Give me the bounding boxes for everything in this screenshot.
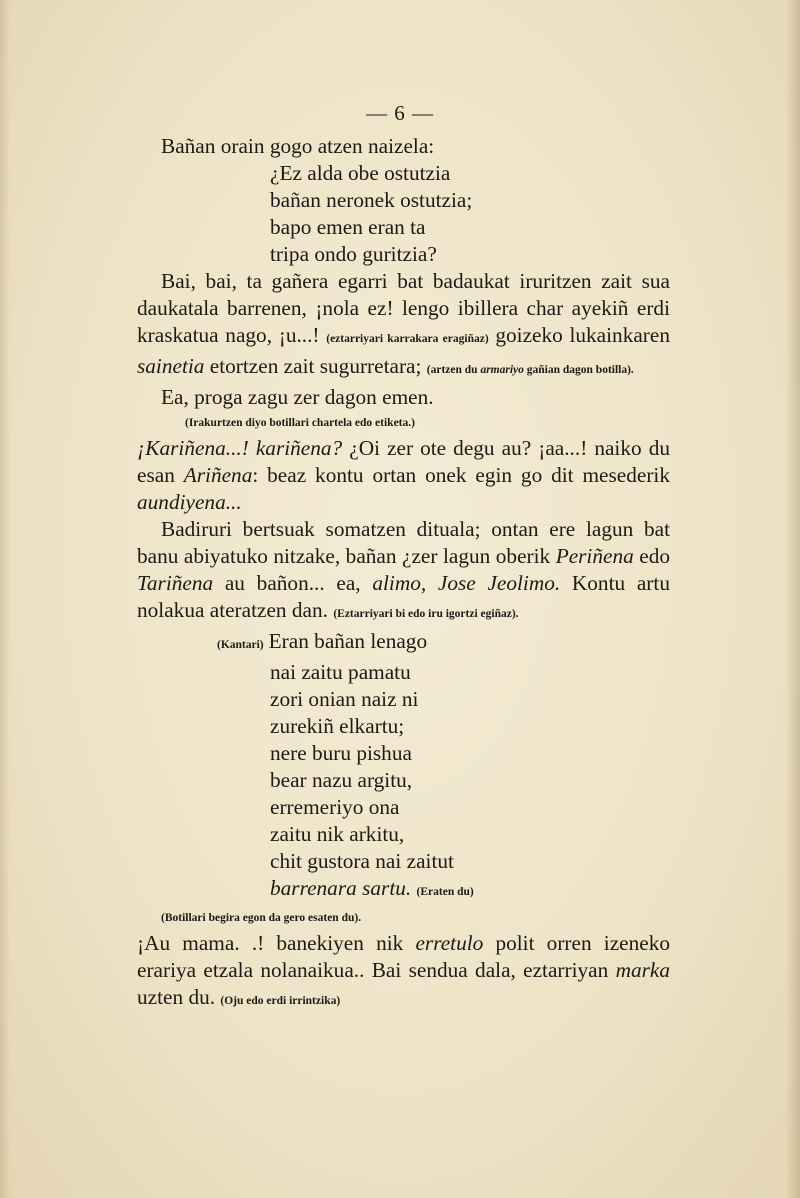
verse-line: tripa ondo guritzia?: [270, 242, 437, 266]
italic-term: marka: [615, 958, 670, 982]
italic-term: Tariñena: [137, 571, 214, 595]
paragraph-text: Bai, bai, ta gañera egarri bat badaukat iruritzen zait sua daukatala barrenen, ¡nola ez! lengo ibillera char ayekiñ erdi kraskatua nago, ¡u...!: [137, 269, 670, 347]
verse-line: bapo emen eran ta: [270, 215, 426, 239]
stage-direction: (eztarriyari karrakara eragiñaz): [326, 333, 489, 345]
stage-direction: (Eztarriyari bi edo iru igortzi egiñaz).: [333, 608, 519, 620]
paragraph-text: uzten du.: [137, 985, 221, 1009]
stage-direction: (Oju edo erdi irrintzika): [220, 995, 341, 1007]
speaker-note: (Kantari): [217, 639, 264, 651]
song-line: erremeriyo ona: [270, 795, 400, 819]
stage-direction: (Botillari begira egon da gero esaten du).: [161, 912, 362, 924]
song-line: bear nazu argitu,: [270, 768, 413, 792]
song-line: [270, 875, 670, 906]
paragraph: [137, 930, 670, 1015]
italic-term: alimo, Jose Jeolimo.: [372, 571, 561, 595]
song-line: zori onian naiz ni: [270, 687, 419, 711]
paragraph: Ea, proga zagu zer dagon emen.: [161, 385, 434, 409]
stage-direction: (Irakurtzen diyo botillari chartela edo etiketa.): [185, 417, 415, 429]
paragraph: [137, 268, 670, 384]
paragraph-text: Kontu artu nolakua ateratzen dan.: [137, 571, 670, 622]
italic-term: Periñena: [555, 544, 634, 568]
song-line: zaitu nik arkitu,: [270, 822, 405, 846]
page-text: [137, 133, 670, 1015]
paragraph: [137, 435, 670, 516]
italic-term: erretulo: [415, 931, 484, 955]
italic-term: aundiyena...: [137, 490, 242, 514]
page-edge-shadow-right: [786, 0, 800, 1198]
page-number: — 6 —: [366, 101, 434, 125]
paragraph-text: etortzen zait sugurretara;: [204, 354, 427, 378]
paragraph-text: Badiruri bertsuak somatzen dituala; ontan ere lagun bat banu abiyatuko nitzake, bañan ¿zer lagun oberik: [137, 517, 670, 568]
paragraph-text: au bañon... ea,: [213, 571, 373, 595]
paragraph: [137, 516, 670, 628]
song-line: nere buru pishua: [270, 741, 412, 765]
song-line: chit gustora nai zaitut: [270, 849, 454, 873]
paragraph-text: ¿Oi zer ote degu au? ¡aa...! naiko du esan: [137, 436, 670, 487]
song-text: barrenara sartu.: [270, 876, 412, 900]
italic-term: sainetia: [137, 354, 205, 378]
stage-direction: (artzen du armariyo gañian dagon botilla).: [426, 364, 634, 376]
verse-line: ¿Ez alda obe ostutzia: [270, 161, 451, 185]
song-text: Eran bañan lenago: [268, 629, 428, 653]
opening-line: Bañan orain gogo atzen naizela:: [161, 134, 435, 158]
paragraph-text: polit orren izeneko erariya etzala nolanaikua.. Bai sendua dala, eztarriyan: [137, 931, 670, 982]
stage-direction: (Eraten du): [416, 886, 474, 898]
song-line: nai zaitu pamatu: [270, 660, 411, 684]
paragraph-text: edo: [633, 544, 671, 568]
italic-term: ¡Kariñena...! kariñena?: [137, 436, 343, 460]
italic-term: Ariñena: [183, 463, 253, 487]
verse-line: bañan neronek ostutzia;: [270, 188, 473, 212]
paragraph-text: ¡Au mama. .! banekiyen nik: [137, 931, 416, 955]
song-line: [217, 628, 670, 659]
paragraph-text: : beaz kontu ortan onek egin go dit mesederik: [252, 463, 670, 487]
song-line: zurekiñ elkartu;: [270, 714, 405, 738]
paragraph-text: goizeko lukainkaren: [488, 323, 670, 347]
page-edge-shadow-left: [0, 0, 10, 1198]
